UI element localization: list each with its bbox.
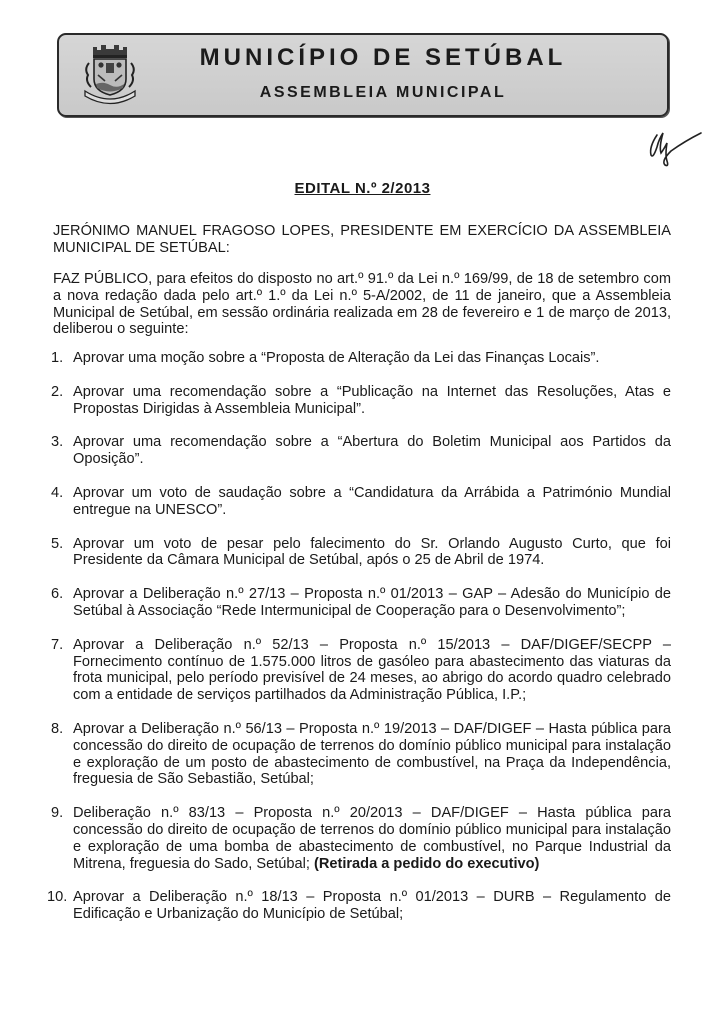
municipality-title: MUNICÍPIO DE SETÚBAL: [199, 44, 567, 71]
item-text: Aprovar uma recomendação sobre a “Publicação na Internet das Resoluções, Atas e Propostas Dirigidas à Assembleia Municipal”.: [73, 383, 671, 417]
assembly-subtitle: ASSEMBLEIA MUNICIPAL: [259, 84, 507, 101]
deliberations-list: [47, 350, 671, 940]
item-number: 10.: [47, 889, 68, 906]
signature-initials-icon: [645, 125, 705, 170]
item-number: 7.: [51, 636, 64, 653]
list-item: [53, 350, 671, 367]
list-item: [53, 384, 671, 418]
withdrawn-note: (Retirada a pedido do executivo): [313, 855, 540, 872]
list-item: [53, 485, 671, 519]
item-number: 2.: [51, 383, 64, 400]
item-number: 4.: [51, 484, 64, 501]
list-item: [47, 889, 671, 923]
faz-publico-paragraph: FAZ PÚBLICO, para efeitos do disposto no art.º 91.º da Lei n.º 169/99, de 18 de setembro com a nova redação dada pelo art.º 1.º da Lei n.º 5-A/2002, de 11 de janeiro, que a Assembleia Municipal de Setúbal, em sessão ordinária realizada em 28 de fevereiro e 1 de março de 2013, deliberou o seguinte:: [53, 271, 671, 338]
item-text: Aprovar a Deliberação n.º 56/13 – Proposta n.º 19/2013 – DAF/DIGEF – Hasta pública para concessão do direito de ocupação de terrenos do domínio público municipal para instalação e exploração de um posto de abastecimento de combustível, na Praça da Independência, freguesia de São Sebastião, Setúbal;: [73, 720, 671, 788]
item-text: Aprovar a Deliberação n.º 27/13 – Proposta n.º 01/2013 – GAP – Adesão do Município de Setúbal à Associação “Rede Intermunicipal de Cooperação para o Desenvolvimento”;: [73, 586, 671, 619]
item-text: Aprovar um voto de pesar pelo falecimento do Sr. Orlando Augusto Curto, que foi Presidente da Câmara Municipal de Setúbal, após o 25 de Abril de 1974.: [73, 535, 671, 569]
item-text: Aprovar uma moção sobre a “Proposta de Alteração da Lei das Finanças Locais”.: [73, 350, 600, 366]
item-number: 1.: [51, 350, 64, 366]
item-number: 5.: [51, 535, 64, 552]
item-number: 9.: [51, 805, 64, 822]
item-text: Aprovar uma recomendação sobre a “Abertura do Boletim Municipal aos Partidos da Oposição”.: [73, 434, 671, 468]
president-declaration: JERÓNIMO MANUEL FRAGOSO LOPES, PRESIDENTE EM EXERCÍCIO DA ASSEMBLEIA MUNICIPAL DE SETÚBAL:: [53, 223, 671, 256]
item-number: 3.: [51, 434, 64, 451]
item-number: 6.: [51, 586, 64, 603]
list-item: [53, 586, 671, 620]
list-item: [53, 805, 671, 872]
letterhead-banner: [57, 33, 669, 117]
item-number: 8.: [51, 720, 64, 737]
item-text: Aprovar um voto de saudação sobre a “Candidatura da Arrábida a Património Mundial entregue na UNESCO”.: [73, 484, 671, 518]
item-text: Aprovar a Deliberação n.º 18/13 – Proposta n.º 01/2013 – DURB – Regulamento de Edificação e Urbanização do Município de Setúbal;: [73, 889, 671, 923]
list-item: [53, 434, 671, 468]
list-item: [53, 536, 671, 570]
list-item: [53, 721, 671, 788]
edital-title: EDITAL N.º 2/2013: [294, 180, 431, 197]
list-item: [53, 637, 671, 704]
item-text: Deliberação n.º 83/13 – Proposta n.º 20/2013 – DAF/DIGEF – Hasta pública para concessão do direito de ocupação de terrenos do domínio público municipal para instalação e exploração de uma bomba de abastecimento de combustível, no Parque Industrial da Mitrena, freguesia do Sado, Setúbal;: [73, 805, 671, 872]
item-text: Aprovar a Deliberação n.º 52/13 – Proposta n.º 15/2013 – DAF/DIGEF/SECPP – Fornecimento contínuo de 1.575.000 litros de gasóleo para abastecimento das viaturas da frota municipal, pelo período previsível de 24 meses, ao abrigo do acordo quadro celebrado com a entidade de serviços partilhados da Administração Pública, I.P.;: [73, 636, 671, 704]
